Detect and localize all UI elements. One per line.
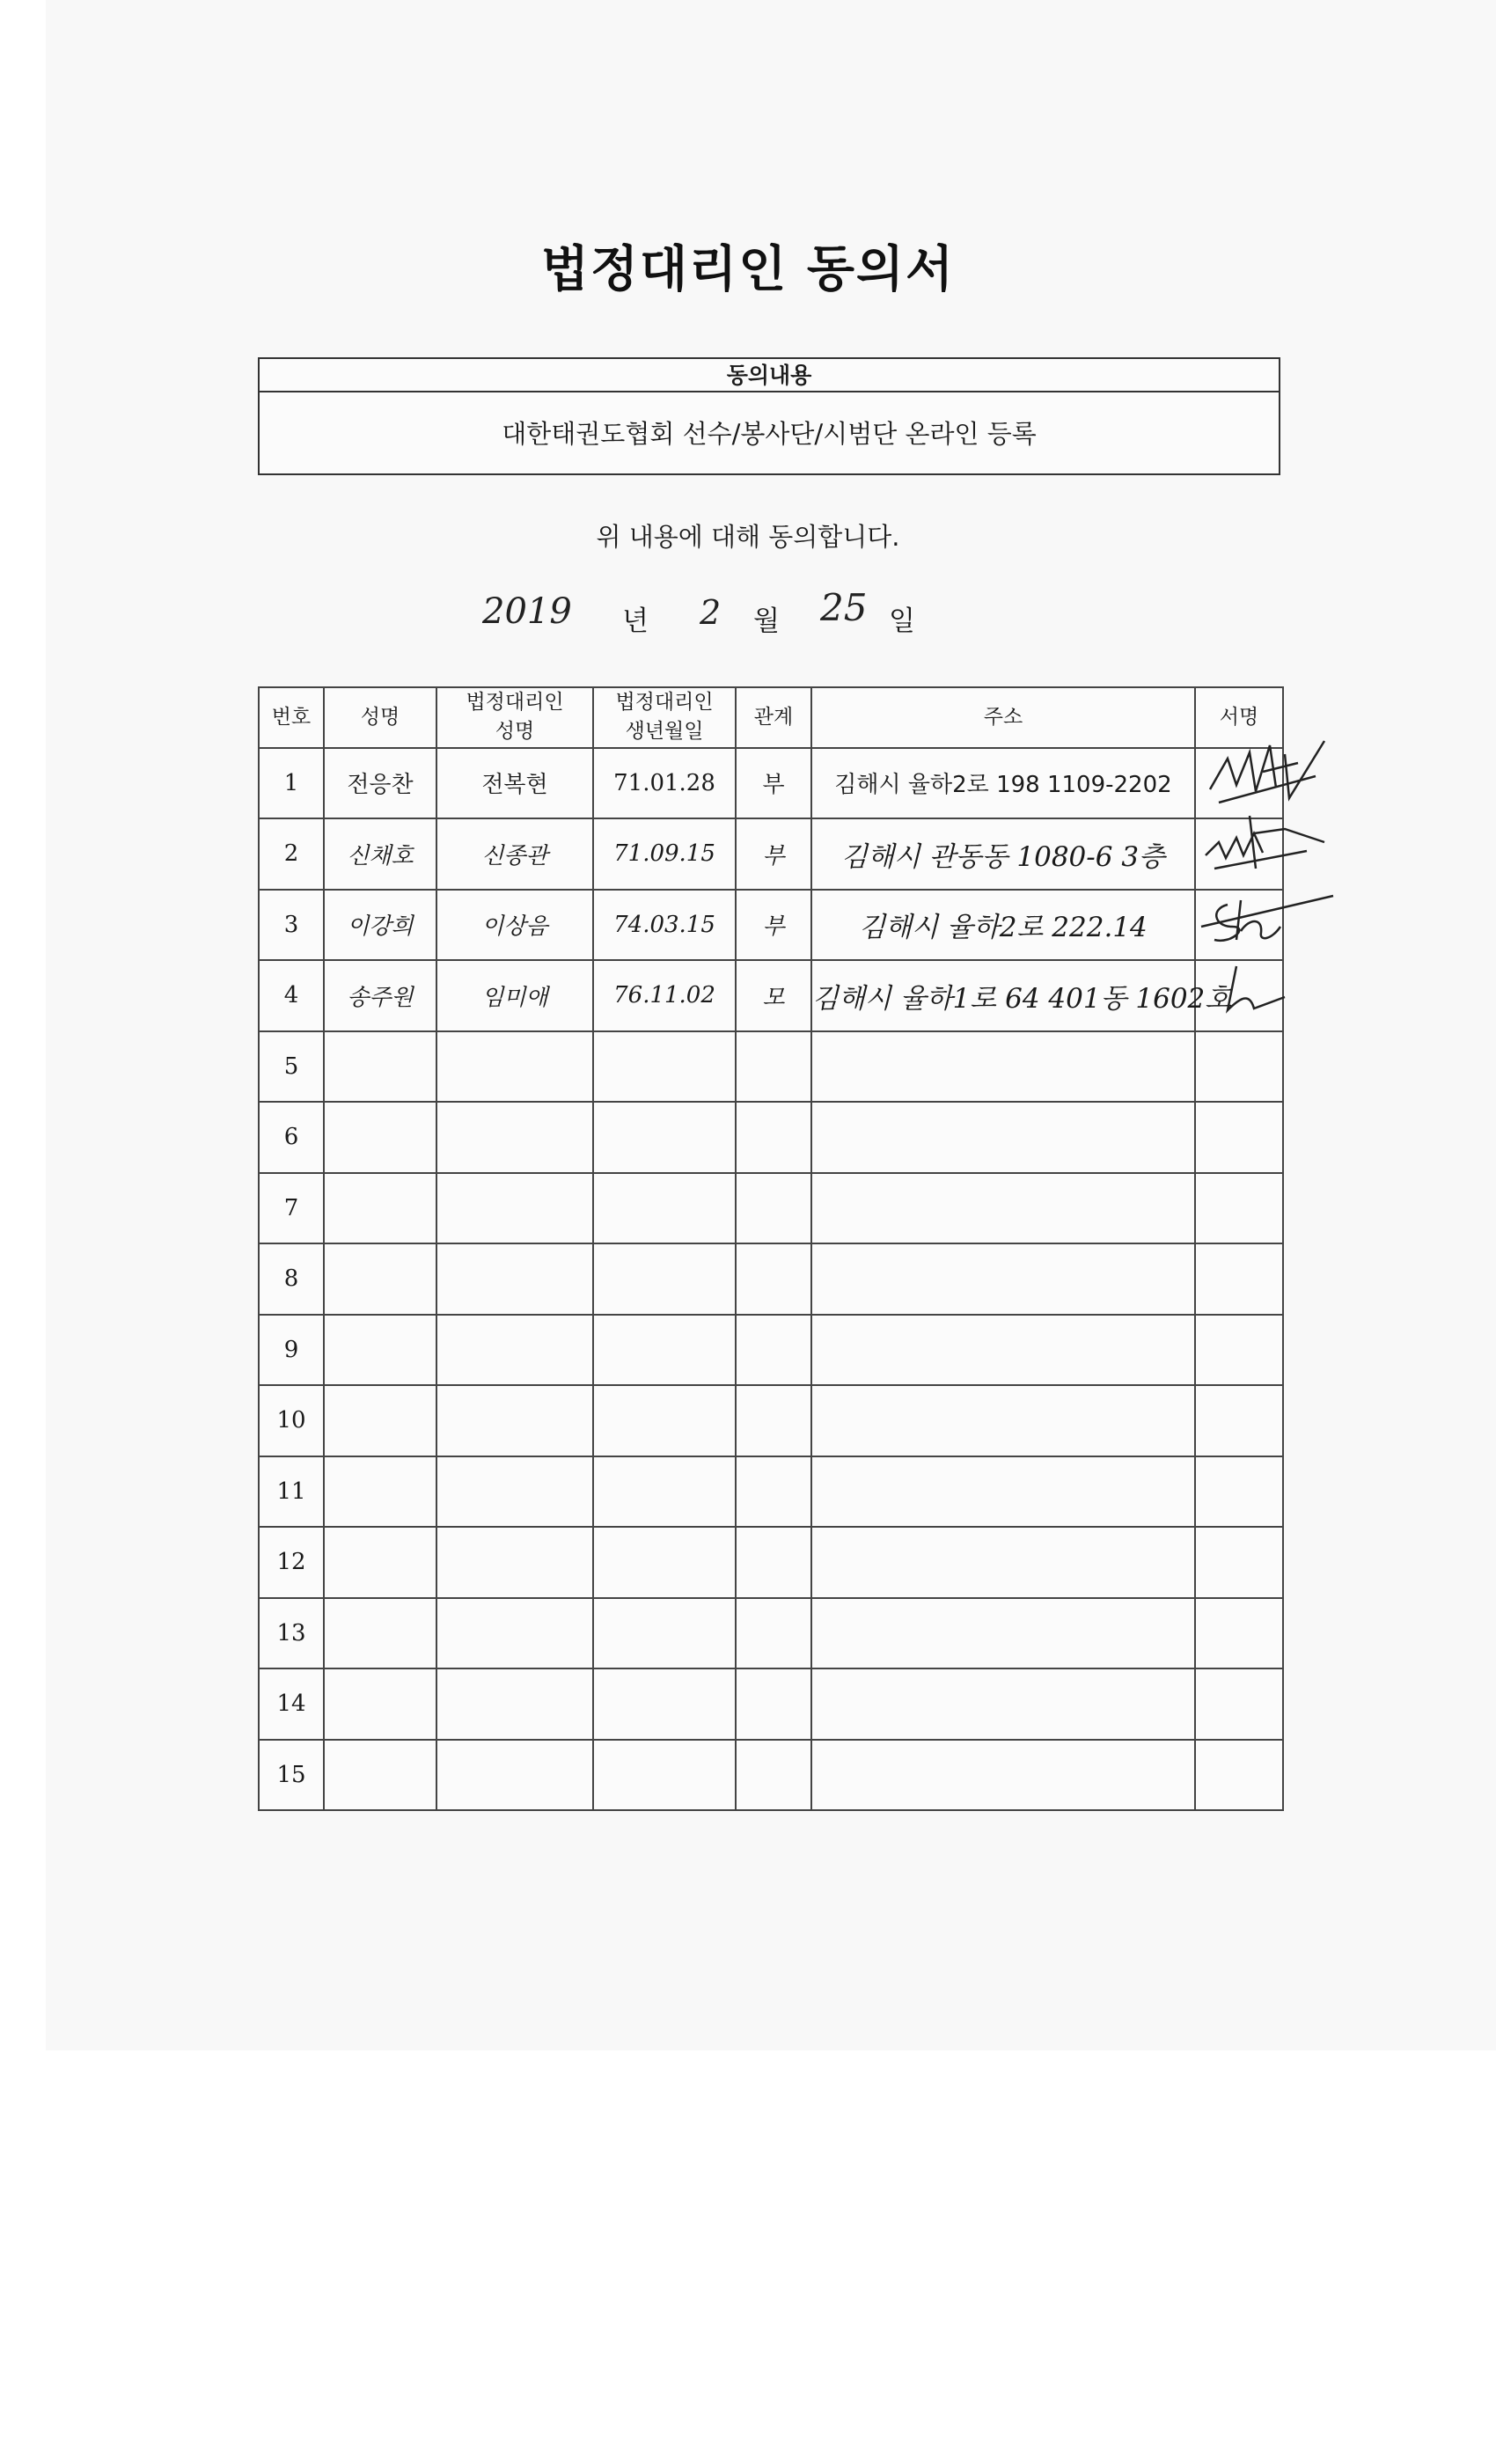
table-row — [259, 818, 1283, 890]
row-address: 김해시 율하2로 222.14 — [811, 890, 1195, 961]
row-guardian — [436, 1315, 593, 1386]
table-row — [259, 1385, 1283, 1456]
row-address — [811, 1527, 1195, 1598]
row-signature — [1195, 1031, 1283, 1103]
header-relation: 관계 — [736, 687, 811, 748]
row-signature — [1195, 1102, 1283, 1173]
row-no: 13 — [259, 1598, 324, 1669]
row-name — [324, 1527, 436, 1598]
row-signature — [1195, 1527, 1283, 1598]
date-year-unit: 년 — [622, 605, 649, 637]
row-guardian: 임미애 — [436, 960, 593, 1031]
row-no: 11 — [259, 1456, 324, 1528]
row-no: 2 — [259, 818, 324, 890]
row-signature — [1195, 1740, 1283, 1811]
row-signature — [1195, 1668, 1283, 1740]
row-address — [811, 1173, 1195, 1244]
table-row — [259, 1243, 1283, 1315]
row-guardian — [436, 1740, 593, 1811]
row-no: 8 — [259, 1243, 324, 1315]
row-name: 전응찬 — [324, 748, 436, 819]
row-address — [811, 1456, 1195, 1528]
row-guardian — [436, 1456, 593, 1528]
date-day-unit: 일 — [889, 605, 915, 637]
row-address: 김해시 율하2로 198 1109-2202 — [811, 748, 1195, 819]
date-year: 2019 — [482, 591, 572, 632]
table-row — [259, 1031, 1283, 1103]
header-address: 주소 — [811, 687, 1195, 748]
row-relation — [736, 1031, 811, 1103]
table-row — [259, 1740, 1283, 1811]
row-birth: 71.01.28 — [593, 748, 736, 819]
row-relation — [736, 1598, 811, 1669]
row-birth — [593, 1243, 736, 1315]
row-name: 이강희 — [324, 890, 436, 961]
consent-content-box — [258, 357, 1280, 475]
row-signature — [1195, 1598, 1283, 1669]
row-guardian: 전복현 — [436, 748, 593, 819]
row-name — [324, 1243, 436, 1315]
row-birth: 74.03.15 — [593, 890, 736, 961]
header-guardian-name: 법정대리인 성명 — [436, 687, 593, 748]
row-address — [811, 1598, 1195, 1669]
row-guardian: 이상음 — [436, 890, 593, 961]
row-name — [324, 1598, 436, 1669]
row-name — [324, 1173, 436, 1244]
agreement-statement: 위 내용에 대해 동의합니다. — [596, 522, 900, 552]
table-row — [259, 1315, 1283, 1386]
row-guardian — [436, 1102, 593, 1173]
row-name — [324, 1668, 436, 1740]
row-relation — [736, 1102, 811, 1173]
row-signature — [1195, 960, 1283, 1031]
table-row — [259, 1527, 1283, 1598]
row-birth — [593, 1456, 736, 1528]
row-birth — [593, 1598, 736, 1669]
row-address — [811, 1102, 1195, 1173]
row-address — [811, 1243, 1195, 1315]
date-line — [0, 586, 1496, 644]
row-relation — [736, 1740, 811, 1811]
row-no: 5 — [259, 1031, 324, 1103]
table-row — [259, 748, 1283, 819]
row-name — [324, 1456, 436, 1528]
row-birth — [593, 1527, 736, 1598]
row-relation: 부 — [736, 818, 811, 890]
row-no: 7 — [259, 1173, 324, 1244]
row-address — [811, 1385, 1195, 1456]
row-relation — [736, 1385, 811, 1456]
row-guardian: 신종관 — [436, 818, 593, 890]
signature-mark — [1201, 807, 1333, 886]
row-signature — [1195, 1315, 1283, 1386]
row-no: 14 — [259, 1668, 324, 1740]
table-row — [259, 1456, 1283, 1528]
row-birth: 71.09.15 — [593, 818, 736, 890]
row-signature — [1195, 1243, 1283, 1315]
table-row — [259, 890, 1283, 961]
row-birth — [593, 1668, 736, 1740]
header-name: 성명 — [324, 687, 436, 748]
table-row — [259, 1173, 1283, 1244]
row-relation — [736, 1315, 811, 1386]
row-guardian — [436, 1385, 593, 1456]
row-signature — [1195, 1456, 1283, 1528]
header-no: 번호 — [259, 687, 324, 748]
row-address — [811, 1740, 1195, 1811]
row-address — [811, 1315, 1195, 1386]
row-relation: 부 — [736, 890, 811, 961]
row-name — [324, 1031, 436, 1103]
guardian-table — [258, 686, 1284, 1811]
row-guardian — [436, 1031, 593, 1103]
row-name — [324, 1102, 436, 1173]
signature-mark — [1201, 878, 1333, 957]
row-address: 김해시 관동동 1080-6 3층 — [811, 818, 1195, 890]
header-signature: 서명 — [1195, 687, 1283, 748]
header-guardian-birth: 법정대리인 생년월일 — [593, 687, 736, 748]
table-header-row — [259, 687, 1283, 748]
row-relation — [736, 1173, 811, 1244]
row-guardian — [436, 1527, 593, 1598]
row-guardian — [436, 1243, 593, 1315]
row-name — [324, 1315, 436, 1386]
row-birth — [593, 1315, 736, 1386]
row-birth — [593, 1031, 736, 1103]
row-relation — [736, 1243, 811, 1315]
row-guardian — [436, 1668, 593, 1740]
row-name: 신채호 — [324, 818, 436, 890]
row-no: 4 — [259, 960, 324, 1031]
table-row — [259, 1102, 1283, 1173]
row-no: 1 — [259, 748, 324, 819]
table-row — [259, 960, 1283, 1031]
row-address — [811, 1031, 1195, 1103]
row-relation: 모 — [736, 960, 811, 1031]
row-name — [324, 1740, 436, 1811]
signature-mark — [1201, 737, 1333, 816]
row-address: 김해시 율하1로 64 401동 1602호 — [811, 960, 1195, 1031]
date-day: 25 — [820, 586, 868, 629]
row-guardian — [436, 1598, 593, 1669]
row-name — [324, 1385, 436, 1456]
row-address — [811, 1668, 1195, 1740]
row-guardian — [436, 1173, 593, 1244]
date-month: 2 — [700, 593, 722, 632]
row-signature — [1195, 1385, 1283, 1456]
row-relation: 부 — [736, 748, 811, 819]
row-birth — [593, 1385, 736, 1456]
row-relation — [736, 1456, 811, 1528]
row-birth — [593, 1740, 736, 1811]
row-no: 10 — [259, 1385, 324, 1456]
row-no: 15 — [259, 1740, 324, 1811]
document-title: 법정대리인 동의서 — [540, 241, 956, 298]
row-relation — [736, 1668, 811, 1740]
row-no: 12 — [259, 1527, 324, 1598]
row-no: 9 — [259, 1315, 324, 1386]
table-row — [259, 1598, 1283, 1669]
consent-text: 대한태권도협회 선수/봉사단/시범단 온라인 등록 — [502, 419, 1037, 449]
row-birth — [593, 1173, 736, 1244]
row-name: 송주원 — [324, 960, 436, 1031]
row-birth — [593, 1102, 736, 1173]
row-no: 6 — [259, 1102, 324, 1173]
row-no: 3 — [259, 890, 324, 961]
row-birth: 76.11.02 — [593, 960, 736, 1031]
signature-mark — [1201, 949, 1333, 1028]
row-signature — [1195, 1173, 1283, 1244]
consent-heading: 동의내용 — [260, 359, 1279, 392]
table-row — [259, 1668, 1283, 1740]
date-month-unit: 월 — [753, 605, 780, 637]
row-relation — [736, 1527, 811, 1598]
